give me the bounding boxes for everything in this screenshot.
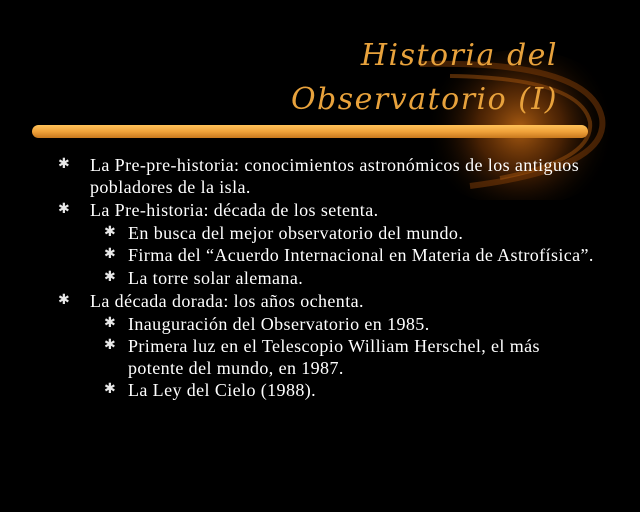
- sub-bullet-text: Primera luz en el Telescopio William Herschel, el más potente del mundo, en 1987.: [128, 336, 540, 378]
- bullet-item-text: La década dorada: los años ochenta.: [90, 291, 364, 311]
- asterisk-bullet-icon: ✱: [104, 224, 117, 240]
- slide-title-line-1: Historia del: [360, 38, 558, 73]
- bullet-item-text: La Pre-pre-historia: conocimientos astronómicos de los antiguos pobladores de la isla.: [90, 155, 580, 197]
- sub-bullet-list: [104, 223, 598, 290]
- bullet-list: [58, 155, 598, 402]
- sub-bullet-text: En busca del mejor observatorio del mundo.: [128, 222, 464, 243]
- sub-bullet-item: [104, 336, 598, 379]
- asterisk-bullet-icon: ✱: [104, 382, 117, 397]
- bullet-item-3: [58, 291, 598, 402]
- sub-bullet-item: [104, 245, 598, 267]
- title-underline-bar: [32, 125, 588, 138]
- sub-bullet-list: [104, 314, 598, 402]
- asterisk-bullet-icon: ✱: [58, 293, 71, 308]
- bullet-item-1: [58, 155, 598, 198]
- asterisk-bullet-icon: ✱: [58, 157, 71, 172]
- sub-bullet-text: La torre solar alemana.: [128, 267, 304, 288]
- bullet-item-2: [58, 200, 598, 289]
- bullet-list-container: [58, 155, 598, 404]
- asterisk-bullet-icon: ✱: [104, 269, 117, 285]
- sub-bullet-text: Firma del “Acuerdo Internacional en Materia de Astrofísica”.: [128, 245, 594, 265]
- sub-bullet-item: [104, 314, 598, 336]
- slide-title: [291, 34, 558, 122]
- sub-bullet-item: [104, 268, 598, 290]
- sub-bullet-item: [104, 223, 598, 245]
- asterisk-bullet-icon: ✱: [104, 247, 117, 262]
- asterisk-bullet-icon: ✱: [104, 338, 117, 353]
- bullet-item-text: La Pre-historia: década de los setenta.: [90, 200, 379, 220]
- slide-title-line-2: Observatorio (I): [290, 82, 558, 117]
- sub-bullet-text: La Ley del Cielo (1988).: [128, 380, 317, 400]
- asterisk-bullet-icon: ✱: [104, 315, 117, 331]
- sub-bullet-text: Inauguración del Observatorio en 1985.: [128, 313, 430, 334]
- asterisk-bullet-icon: ✱: [58, 202, 71, 217]
- sub-bullet-item: [104, 380, 598, 402]
